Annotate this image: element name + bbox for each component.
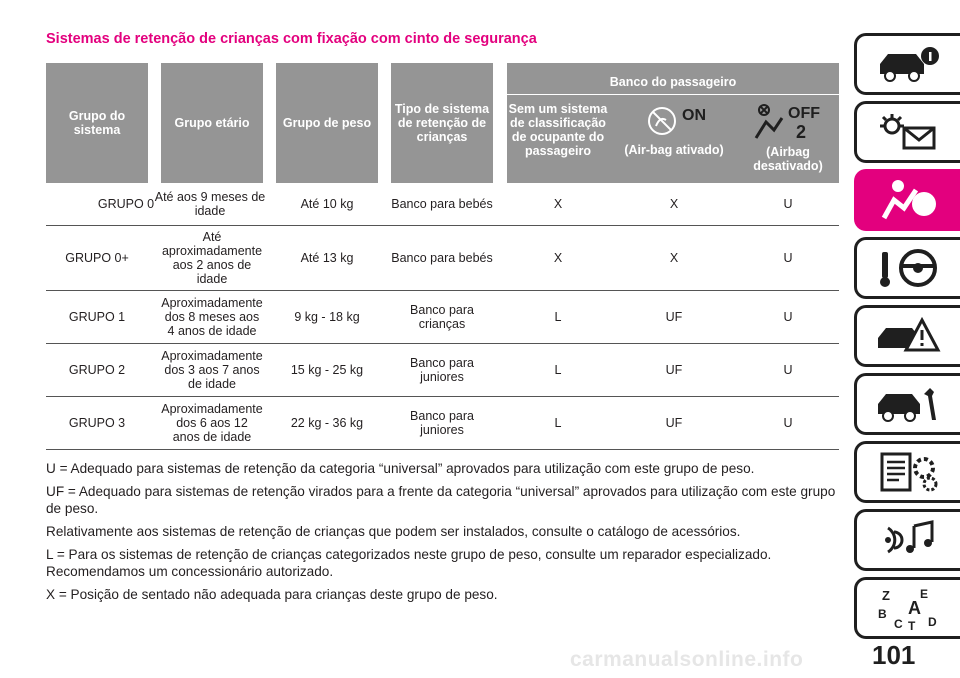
cell-airbag-on: UF: [665, 363, 683, 377]
svg-text:C: C: [893, 617, 903, 631]
cell-idade: Aproximadamente dos 8 meses aos 4 anos de idade: [161, 296, 263, 338]
svg-text:A: A: [907, 598, 921, 618]
cell-idade: Aproximadamente dos 6 aos 12 anos de idade: [161, 402, 263, 444]
cell-tipo: Banco para juniores: [410, 356, 474, 384]
airbag-on-label: (Air-bag ativado): [624, 143, 724, 157]
table-row: [46, 183, 839, 226]
table-row: [46, 291, 839, 344]
cell-airbag-off: U: [783, 310, 793, 324]
warning-triangle-icon: [874, 314, 944, 358]
tab-maintenance[interactable]: [854, 373, 960, 435]
cell-peso: Até 13 kg: [300, 251, 354, 265]
cell-peso: 9 kg - 18 kg: [294, 310, 360, 324]
tab-car-info[interactable]: [854, 33, 960, 95]
note-l: L = Para os sistemas de retenção de crianças categorizados neste grupo de peso, consulte um reparador especializado. Recomendamos um concessionário autorizado.: [46, 547, 772, 579]
tab-dashboard-lights[interactable]: [854, 101, 960, 163]
dashboard-lights-icon: [874, 112, 944, 152]
svg-text:B: B: [877, 607, 887, 621]
table-row: [46, 226, 839, 291]
svg-text:T: T: [907, 619, 915, 632]
section-title: Sistemas de retenção de crianças com fixação com cinto de segurança: [46, 31, 537, 47]
note-u: U = Adequado para sistemas de retenção da categoria “universal” aprovados para utilização com este grupo de peso.: [46, 461, 755, 476]
cell-airbag-off: U: [783, 363, 793, 377]
header-divider: [507, 94, 839, 95]
airbag-on-icon: [634, 100, 714, 140]
svg-text:Z: Z: [881, 588, 890, 603]
header-sem-sistema: Sem um sistema de classificação de ocupante do passageiro: [508, 102, 608, 158]
header-grupo-peso: Grupo de peso: [276, 63, 378, 183]
cell-airbag-on: X: [669, 251, 679, 265]
cell-grupo: GRUPO 2: [68, 363, 126, 377]
svg-text:E: E: [919, 587, 928, 601]
cell-airbag-on: UF: [665, 310, 683, 324]
tab-safety[interactable]: [854, 169, 960, 231]
cell-idade: Aproximadamente dos 3 aos 7 anos de idade: [161, 349, 263, 391]
cell-idade: Até aproximadamente aos 2 anos de idade: [161, 230, 263, 286]
cell-sem-sistema: X: [553, 251, 563, 265]
cell-airbag-on: UF: [665, 416, 683, 430]
cell-grupo: GRUPO 3: [68, 416, 126, 430]
tab-multimedia[interactable]: [854, 509, 960, 571]
cell-idade: Até aos 9 meses de idade: [154, 190, 266, 218]
cell-grupo: GRUPO 1: [68, 310, 126, 324]
header-banco-passageiro-label: Banco do passageiro: [609, 75, 737, 89]
cell-grupo: GRUPO 0+: [65, 251, 129, 265]
cell-sem-sistema: X: [553, 197, 563, 211]
car-info-icon: [874, 44, 944, 84]
cell-grupo: GRUPO 0: [97, 197, 155, 211]
cell-airbag-off: U: [783, 197, 793, 211]
note-x: X = Posição de sentado não adequada para crianças deste grupo de peso.: [46, 587, 498, 602]
cell-airbag-on: X: [669, 197, 679, 211]
index-az-icon: [874, 584, 944, 632]
tab-index[interactable]: [854, 577, 960, 639]
table-row: [46, 397, 839, 450]
cell-airbag-off: U: [783, 416, 793, 430]
multimedia-icon: [874, 518, 944, 562]
header-airbag-off: [737, 100, 839, 173]
page-number: 101: [872, 640, 916, 670]
tab-starting-driving[interactable]: [854, 237, 960, 299]
airbag-off-icon: [746, 100, 830, 142]
legend-notes: [46, 460, 836, 609]
header-grupo-etario: Grupo etário: [161, 63, 263, 183]
tab-technical-data[interactable]: [854, 441, 960, 503]
note-uf: UF = Adequado para sistemas de retenção virados para a frente da categoria “universal” aprovados para utilização com este grupo de peso.: [46, 484, 836, 516]
car-wrench-icon: [874, 382, 944, 426]
cell-peso: 22 kg - 36 kg: [290, 416, 364, 430]
airbag-on-badge: ON: [682, 107, 706, 124]
cell-tipo: Banco para crianças: [410, 303, 474, 331]
header-grupo-sistema: Grupo do sistema: [46, 63, 148, 183]
cell-tipo: Banco para juniores: [410, 409, 474, 437]
cell-sem-sistema: L: [554, 416, 562, 430]
airbag-off-label: (Airbag desativado): [753, 145, 823, 173]
svg-text:D: D: [927, 615, 937, 629]
steering-wheel-key-icon: [874, 246, 944, 290]
tab-emergency[interactable]: [854, 305, 960, 367]
cell-tipo: Banco para bebés: [391, 251, 493, 265]
cell-peso: Até 10 kg: [300, 197, 354, 211]
cell-peso: 15 kg - 25 kg: [290, 363, 364, 377]
header-tipo-sistema: Tipo de sistema de retenção de crianças: [391, 63, 493, 183]
cell-sem-sistema: L: [554, 363, 562, 377]
table-row: [46, 344, 839, 397]
safety-airbag-icon: [874, 178, 944, 222]
header-airbag-on: [623, 100, 725, 157]
cell-sem-sistema: L: [554, 310, 562, 324]
airbag-off-number: 2: [796, 122, 807, 142]
airbag-off-badge: OFF: [788, 105, 820, 122]
footer-watermark: carmanualsonline.info: [570, 648, 804, 671]
note-accessories: Relativamente aos sistemas de retenção de crianças que podem ser instalados, consulte o catálogo de acessórios.: [46, 524, 741, 539]
technical-data-icon: [874, 450, 944, 494]
cell-tipo: Banco para bebés: [391, 197, 493, 211]
cell-airbag-off: U: [783, 251, 793, 265]
